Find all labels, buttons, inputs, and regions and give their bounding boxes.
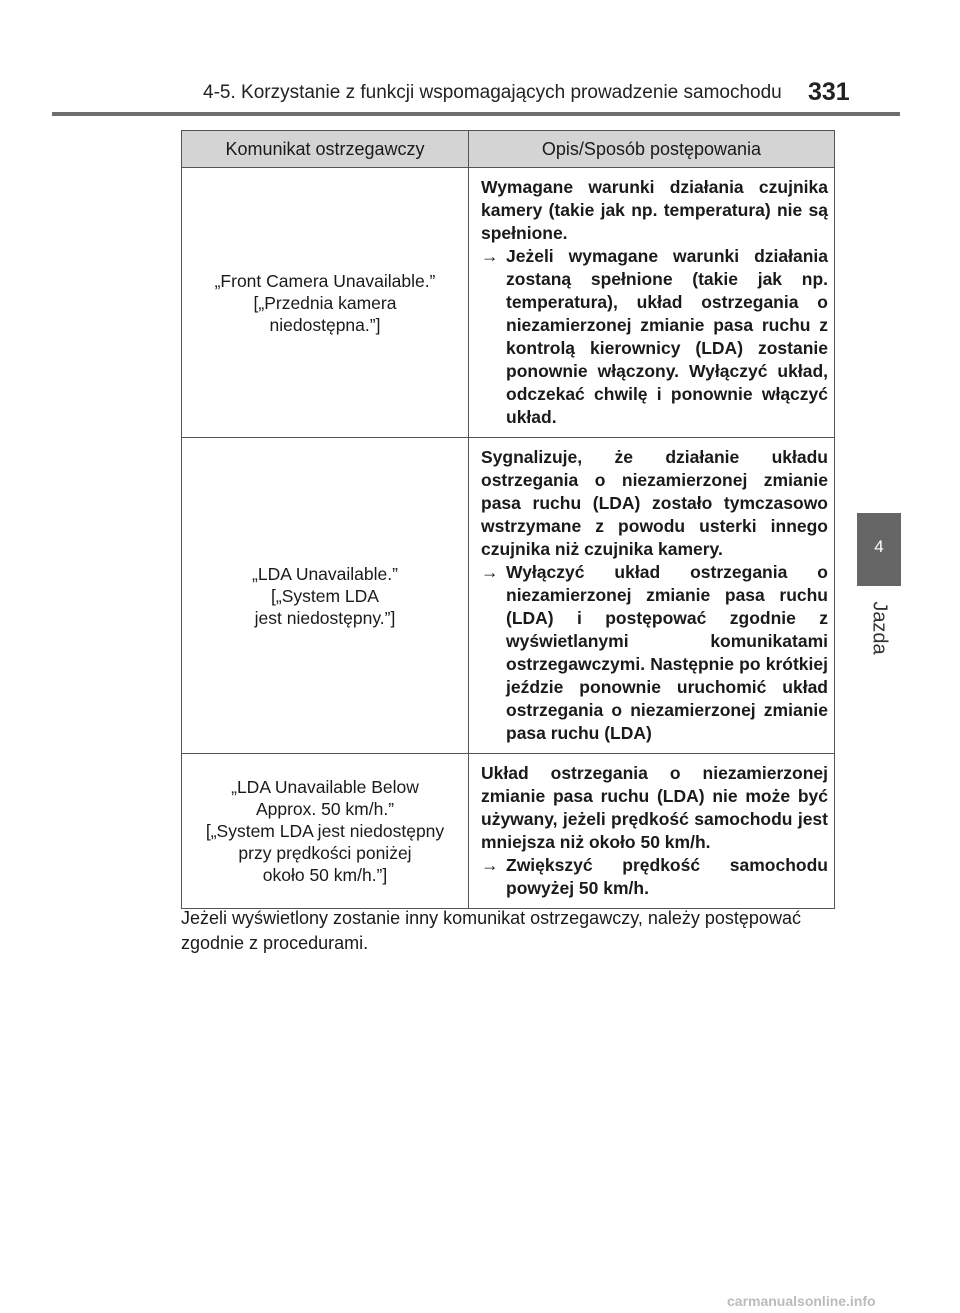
action-text: Jeżeli wymagane warunki działania zostaną spełnione (takie jak np. temperatura), układ ostrzegania o niezamierzonej zmianie pasa ruchu z kontrolą kierownicy (LDA) zostanie ponownie włączony. Wyłączyć układ, odczekać chwilę i ponownie włączyć układ. — [506, 246, 828, 427]
column-header-message: Komunikat ostrzegawczy — [182, 131, 469, 168]
chapter-label: Jazda — [868, 601, 891, 655]
description-text: Wymagane warunki działania czujnika kamery (takie jak np. temperatura) nie są spełnione. — [481, 177, 828, 243]
warning-message-cell — [182, 438, 469, 754]
section-title: 4-5. Korzystanie z funkcji wspomagających prowadzenie samochodu — [203, 82, 782, 103]
table-row — [182, 754, 835, 909]
column-header-description: Opis/Sposób postępowania — [469, 131, 835, 168]
page-number: 331 — [808, 78, 850, 106]
arrow-icon: → — [481, 246, 499, 266]
arrow-icon: → — [481, 562, 499, 582]
warning-message-cell — [182, 754, 469, 909]
description-cell — [469, 754, 835, 909]
message-line: „LDA Unavailable Below — [231, 777, 419, 797]
description-cell — [469, 168, 835, 438]
arrow-icon: → — [481, 855, 499, 875]
action-text: Wyłączyć układ ostrzegania o niezamierzonej zmianie pasa ruchu (LDA) i postępować zgodnie z wyświetlanymi komunikatami ostrzegawczymi. Następnie po krótkiej jeździe ponownie uruchomić układ ostrzegania o niezamierzonej zmianie pasa ruchu (LDA) — [506, 562, 828, 743]
chapter-label-container — [861, 598, 897, 658]
action-item — [481, 561, 828, 745]
watermark: carmanualsonline.info — [727, 1293, 876, 1309]
chapter-number: 4 — [874, 537, 884, 556]
message-line: Approx. 50 km/h.” — [255, 799, 395, 819]
table-row — [182, 438, 835, 754]
warning-messages-table — [181, 130, 835, 909]
message-line: [„System LDA — [271, 585, 379, 606]
description-cell — [469, 438, 835, 754]
table-row — [182, 168, 835, 438]
action-item — [481, 854, 828, 900]
message-line: przy prędkości poniżej — [238, 843, 412, 863]
warning-message-cell — [182, 168, 469, 438]
description-text: Sygnalizuje, że działanie układu ostrzegania o niezamierzonej zmianie pasa ruchu (LDA) zostało tymczasowo wstrzymane z powodu usterki innego czujnika niż czujnika kamery. — [481, 447, 828, 559]
message-line: [„Przednia kamera — [253, 292, 397, 313]
message-line: jest niedostępny.”] — [254, 607, 396, 628]
description-text: Układ ostrzegania o niezamierzonej zmianie pasa ruchu (LDA) nie może być używany, jeżeli prędkość samochodu jest mniejsza niż około 50 km/h. — [481, 763, 828, 852]
body-paragraph: Jeżeli wyświetlony zostanie inny komunikat ostrzegawczy, należy postępować zgodnie z procedurami. — [181, 908, 801, 953]
table-header-row — [182, 131, 835, 168]
action-item — [481, 245, 828, 429]
header-divider — [52, 112, 900, 116]
message-line: niedostępna.”] — [269, 314, 381, 335]
message-line: „LDA Unavailable.” — [252, 563, 398, 584]
action-text: Zwiększyć prędkość samochodu powyżej 50 km/h. — [506, 855, 828, 898]
message-line: około 50 km/h.”] — [262, 865, 388, 885]
chapter-tab[interactable] — [857, 513, 901, 586]
message-line: [„System LDA jest niedostępny — [205, 821, 445, 841]
message-line: „Front Camera Unavailable.” — [214, 270, 436, 291]
